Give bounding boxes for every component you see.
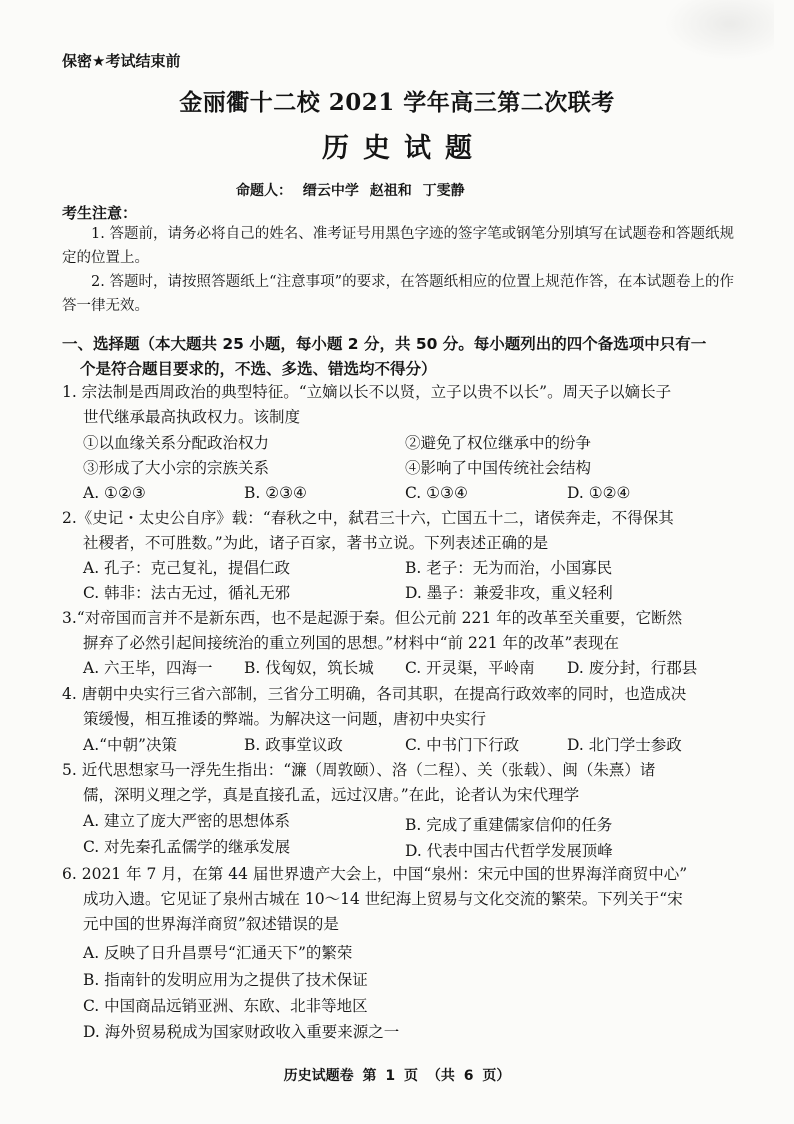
q3-option-a: A. 六王毕，四海一 (83, 659, 213, 677)
confidential-label: 保密★考试结束前 (62, 52, 181, 70)
question-2 (62, 506, 738, 556)
exam-title: 金丽衢十二校 2021 学年高三第二次联考 (179, 89, 615, 116)
q4-option-a: A.“中朝”决策 (83, 736, 177, 754)
q3-option-d: D. 废分封，行郡县 (567, 659, 698, 677)
q4-option-c: C. 中书门下行政 (405, 736, 520, 754)
question-1-stem: 1. 宗法制是西周政治的典型特征。“立嫡以长不以贤，立子以贵不以长”。周天子以嫡长子 (62, 383, 672, 401)
subject-title: 历史试题 (322, 133, 486, 164)
q2-option-b: B. 老子：无为而治，小国寡民 (405, 559, 613, 577)
q6-option-d: D. 海外贸易税成为国家财政收入重要来源之一 (83, 1023, 400, 1041)
question-4 (62, 682, 738, 732)
q2-option-c: C. 韩非：法古无过，循礼无邪 (83, 584, 291, 602)
q5-option-b: B. 完成了重建儒家信仰的任务 (405, 816, 613, 834)
q3-option-b: B. 伐匈奴，筑长城 (244, 659, 374, 677)
question-1 (62, 380, 738, 430)
question-3-stem-cont: 摒弃了必然引起间接统治的重立列国的思想。”材料中“前 221 年的改革”表现在 (83, 634, 619, 652)
question-6 (62, 862, 738, 937)
q1-statement-1: ①以血缘关系分配政治权力 (83, 434, 270, 452)
question-4-stem-cont: 策缓慢，相互推诿的弊端。为解决这一问题，唐初中央实行 (83, 710, 487, 728)
q1-option-b: B. ②③④ (244, 484, 307, 502)
section-heading-line2: 个是符合题目要求的，不选、多选、错选均不得分） (80, 360, 437, 378)
q1-statement-2: ②避免了权位继承中的纷争 (405, 434, 592, 452)
q3-option-c: C. 开灵渠，平岭南 (405, 659, 535, 677)
question-2-stem-cont: 社稷者，不可胜数。”为此，诸子百家，著书立说。下列表述正确的是 (83, 534, 549, 552)
question-5-stem: 5. 近代思想家马一浮先生指出：“濂（周敦颐）、洛（二程）、关（张载）、闽（朱熹）诸 (62, 761, 656, 779)
section-heading-line1: 一、选择题（本大题共 25 小题，每小题 2 分，共 50 分。每小题列出的四个备选项中只有一 (62, 335, 707, 353)
question-4-stem: 4. 唐朝中央实行三省六部制，三省分工明确，各司其职，在提高行政效率的同时，也造成决 (62, 685, 687, 703)
q6-option-b: B. 指南针的发明应用为之提供了技术保证 (83, 971, 368, 989)
question-3-stem: 3.“对帝国而言并不是新东西，也不是起源于秦。但公元前 221 年的改革至关重要，它断然 (62, 609, 683, 627)
authors-line: 命题人： 缙云中学 赵祖和 丁雯静 (236, 183, 465, 199)
notice-item-1: 1. 答题前，请务必将自己的姓名、准考证号用黑色字迹的签字笔或钢笔分别填写在试题卷和答题纸规定的位置上。 (62, 226, 734, 266)
question-3 (62, 606, 738, 656)
page-footer: 历史试题卷 第 1 页 （共 6 页） (283, 1068, 511, 1084)
q6-option-a: A. 反映了日升昌票号“汇通天下”的繁荣 (83, 944, 353, 962)
q5-option-c: C. 对先秦孔孟儒学的继承发展 (83, 838, 291, 856)
question-5 (62, 758, 738, 808)
q1-statement-4: ④影响了中国传统社会结构 (405, 459, 592, 477)
section-heading (62, 332, 738, 382)
question-6-stem: 6. 2021 年 7 月，在第 44 届世界遗产大会上，中国“泉州：宋元中国的世界海洋商贸中心” (62, 865, 688, 883)
q5-option-a: A. 建立了庞大严密的思想体系 (83, 812, 291, 830)
q2-option-d: D. 墨子：兼爱非攻，重义轻利 (405, 584, 613, 602)
q1-statement-3: ③形成了大小宗的宗族关系 (83, 459, 270, 477)
question-6-stem-cont-2: 元中国的世界海洋商贸”叙述错误的是 (83, 915, 339, 933)
q4-option-b: B. 政事堂议政 (244, 736, 343, 754)
question-1-stem-cont: 世代继承最高执政权力。该制度 (83, 408, 301, 426)
question-5-stem-cont: 儒，深明义理之学，真是直接孔孟，远过汉唐。”在此，论者认为宋代理学 (83, 786, 580, 804)
question-2-stem: 2.《史记・太史公自序》载：“春秋之中，弑君三十六，亡国五十二，诸侯奔走，不得保其 (62, 509, 674, 527)
q4-option-d: D. 北门学士参政 (567, 736, 682, 754)
q1-option-a: A. ①②③ (83, 484, 146, 502)
q1-option-d: D. ①②④ (567, 484, 631, 502)
q5-option-d: D. 代表中国古代哲学发展顶峰 (405, 842, 613, 860)
q1-option-c: C. ①③④ (405, 484, 468, 502)
notice-item-2: 2. 答题时，请按照答题纸上“注意事项”的要求，在答题纸相应的位置上规范作答，在本试题卷上的作答一律无效。 (62, 274, 734, 314)
notice-heading: 考生注意： (62, 204, 138, 222)
scan-smudge (664, 0, 774, 60)
question-6-stem-cont-1: 成功入遗。它见证了泉州古城在 10～14 世纪海上贸易与文化交流的繁荣。下列关于“宋 (83, 890, 683, 908)
q2-option-a: A. 孔子：克己复礼，提倡仁政 (83, 559, 291, 577)
q6-option-c: C. 中国商品远销亚洲、东欧、北非等地区 (83, 997, 368, 1015)
